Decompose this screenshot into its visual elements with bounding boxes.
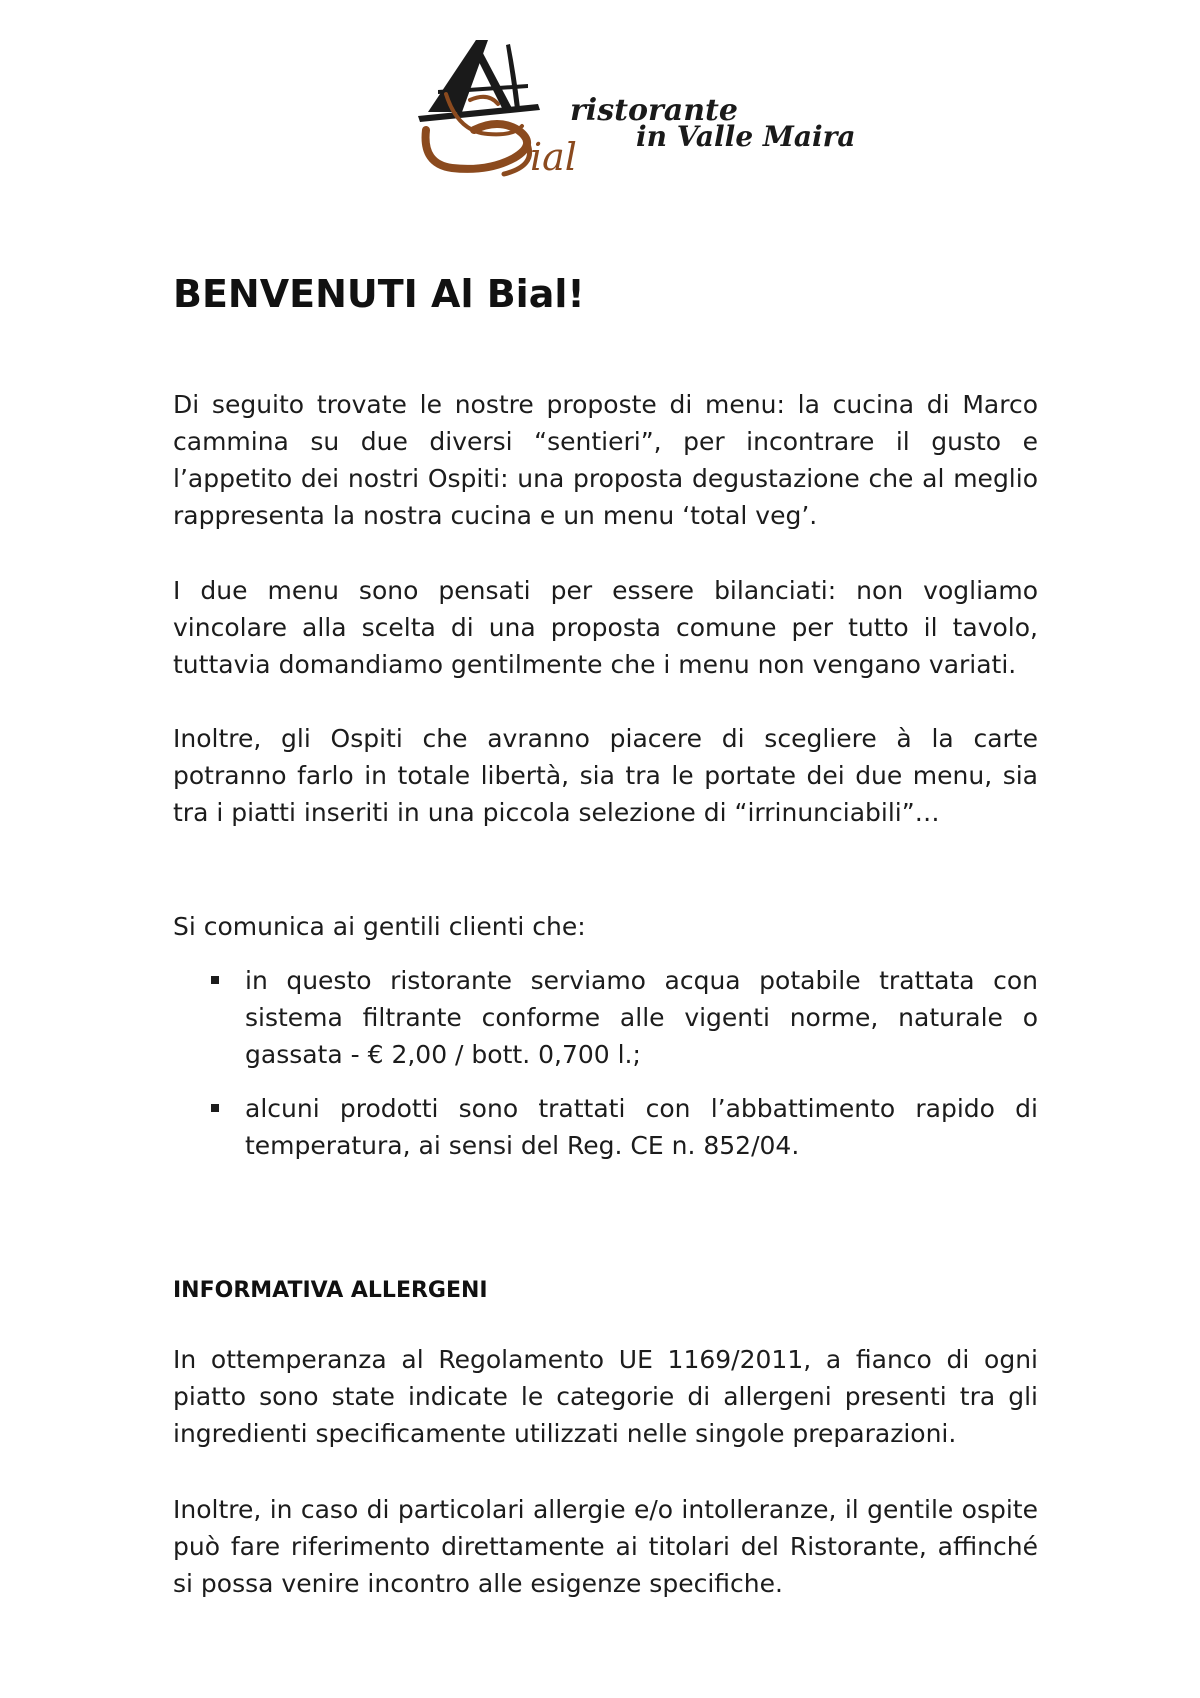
- list-item: [173, 1090, 1038, 1164]
- notice-item-water: in questo ristorante serviamo acqua potabile trattata con sistema filtrante conforme alle vigenti norme, naturale o gassata - € 2,00 / bott. 0,700 l.;: [245, 966, 1038, 1069]
- intro-paragraph-3: Inoltre, gli Ospiti che avranno piacere di scegliere à la carte potranno farlo in totale libertà, sia tra le portate dei due menu, sia tra i piatti inseriti in una piccola selezione di “irrinunciabili”…: [173, 724, 1038, 827]
- notice-item-temperature: alcuni prodotti sono trattati con l’abbattimento rapido di temperatura, ai sensi del Reg. CE n. 852/04.: [245, 1094, 1038, 1160]
- logo-text-valle-maira: in Valle Maira: [636, 120, 856, 153]
- list-item: [173, 962, 1038, 1073]
- notice-lead: Si comunica ai gentili clienti che:: [173, 912, 586, 941]
- allergens-paragraph-2: Inoltre, in caso di particolari allergie e/o intolleranze, il gentile ospite può fare riferimento direttamente ai titolari del Ristorante, affinché si possa venire incontro alle esigenze specifiche.: [173, 1495, 1038, 1598]
- intro-paragraph-2: I due menu sono pensati per essere bilanciati: non vogliamo vincolare alla scelta di una proposta comune per tutto il tavolo, tuttavia domandiamo gentilmente che i menu non vengano variati.: [173, 576, 1038, 679]
- logo-text-ristorante: ristorante: [570, 93, 738, 128]
- square-bullet-icon: [211, 1104, 219, 1112]
- logo-text-ial: ial: [530, 135, 577, 179]
- square-bullet-icon: [211, 976, 219, 984]
- logo-monogram-al: [418, 40, 540, 122]
- restaurant-logo: [418, 34, 856, 184]
- intro-paragraph-1: Di seguito trovate le nostre proposte di menu: la cucina di Marco cammina su due diversi “sentieri”, per incontrare il gusto e l’appetito dei nostri Ospiti: una proposta degustazione che al meglio rappresenta la nostra cucina e un menu ‘total veg’.: [173, 390, 1038, 530]
- notice-list: [173, 962, 1038, 1181]
- page-title: BENVENUTI Al Bial!: [173, 272, 585, 316]
- allergens-heading: INFORMATIVA ALLERGENI: [173, 1278, 488, 1303]
- allergens-paragraph-1: In ottemperanza al Regolamento UE 1169/2011, a fianco di ogni piatto sono state indicate le categorie di allergeni presenti tra gli ingredienti specificamente utilizzati nelle singole preparazioni.: [173, 1345, 1038, 1448]
